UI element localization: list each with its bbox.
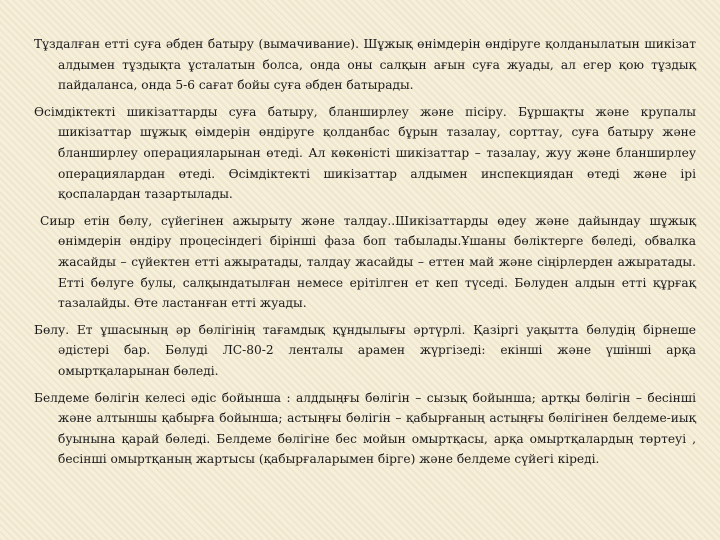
paragraph-soaking-meat: Тұздалған етті суға әбден батыру (вымачивание). Шұжық өнімдерін өндіруге қолданылатын шикізат алдымен тұздықта ұсталатын болса, онда оны салқын ағын суға жуады, ал егер қою тұздық пайдаланса, онда 5-6 сағат бойы суға әбден батырады. xyxy=(34,37,696,93)
paragraph-plant-raw-materials: Өсімдіктекті шикізаттарды суға батыру, бланширлеу және пісіру. Бұршақты және крупалы шикізаттар шұжық өімдерін өндіруге қолданбас бұрын тазалау, сорттау, суға батыру және бланширлеу операцияларынан өтеді. Ал көкөністі шикізаттар – тазалау, жуу және бланширлеу операциялардан өтеді. Өсімдіктекті шикізаттар алдымен инспекциядан өтеді және ірі қоспалардан тазартылады. xyxy=(34,104,696,202)
paragraph-division: Бөлу. Ет ұшасының әр бөлігінің тағамдық құндылығы әртүрлі. Қазіргі уақытта бөлудің бірнеше әдістері бар. Бөлуді ЛС-80-2 ленталы арамен жүргізеді: екінші және үшінші арқа омыртқаларынан бөледі. xyxy=(34,322,696,378)
paragraph-shoulder-part: Белдеме бөлігін келесі әдіс бойынша : алддыңғы бөлігін – сызық бойынша; артқы бөлігін – бесінші және алтыншы қабырға бойынша; астыңғы бөлігін – қабырғаның астыңғы бөлігінен белдеме-иық буынына қарай бөледі. Белдеме бөлігіне бес мойын омыртқасы, арқа омыртқалардың төртеуі , бесінші омыртқаның жартысы (қабырғаларымен бірге) және белдеме сүйегі кіреді. xyxy=(34,390,696,467)
paragraph-beef-cutting: Сиыр етін бөлу, сүйегінен ажырыту және талдау..Шикізаттарды өдеу және дайындау шұжық өнімдерін өндіру процесіндегі бірінші фаза боп табылады.Ұшаны бөліктерге бөледі, обвалка жасайды – сүйектен етті ажыратады, талдау жасайды – еттен май және сіңірлерден ажыратады. Етті бөлуге булы, салқындатылған немесе ерітілген ет кеп түседі. Бөлуден алдын етті құрғақ тазалайды. Өте ластанған етті жуады. xyxy=(40,213,696,311)
text-body xyxy=(34,34,696,476)
